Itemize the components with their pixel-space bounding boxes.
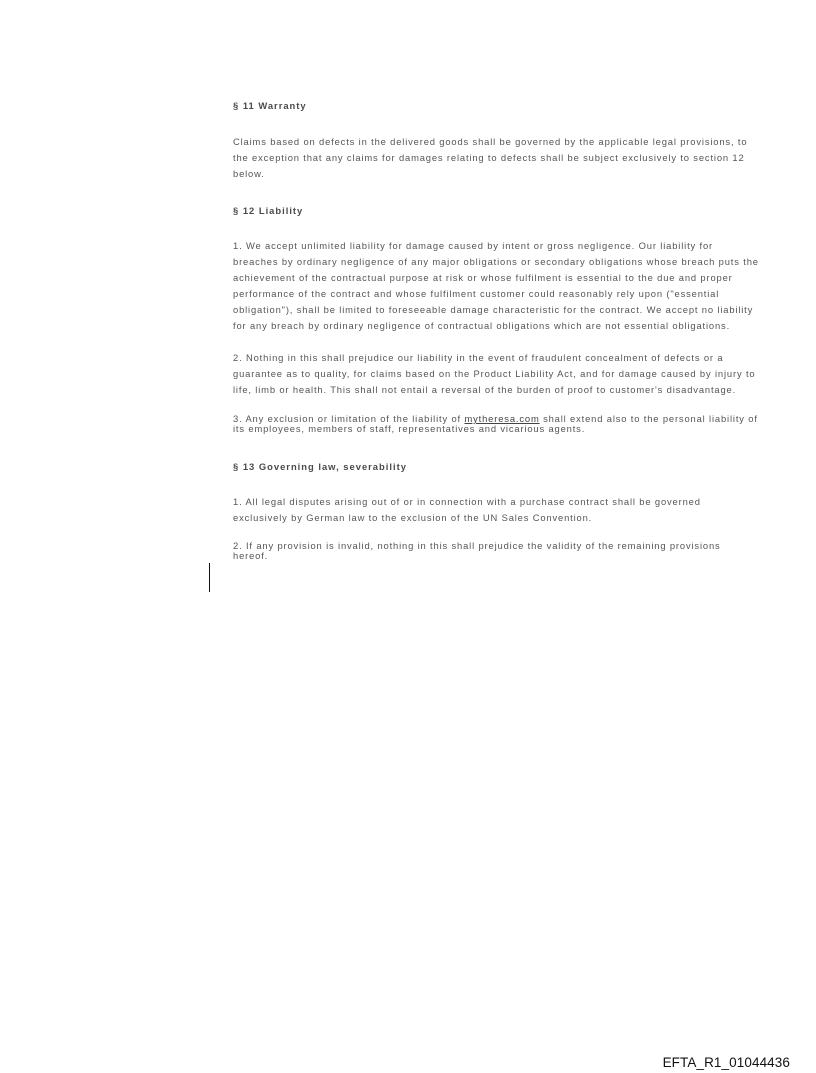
paragraph-line: 2. If any provision is invalid, nothing in this shall prejudice the validity of the remaining provisions <box>233 540 721 551</box>
paragraph-line: life, limb or health. This shall not entail a reversal of the burden of proof to customer's disadvantage. <box>233 384 737 395</box>
paragraph-line: breaches by ordinary negligence of any major obligations or secondary obligations whose breach puts the <box>233 256 759 267</box>
text-cursor <box>209 563 210 592</box>
paragraph-line: achievement of the contractual purpose at risk or whose fulfilment is essential to the due and proper <box>233 272 733 283</box>
paragraph-text: 3. Any exclusion or limitation of the liability of <box>233 413 465 424</box>
section-11-heading: § 11 Warranty <box>233 100 307 111</box>
mytheresa-link[interactable]: mytheresa.com <box>464 413 540 424</box>
paragraph-line: its employees, members of staff, representatives and vicarious agents. <box>233 423 586 434</box>
paragraph-line: 1. We accept unlimited liability for damage caused by intent or gross negligence. Our liability for <box>233 240 714 251</box>
section-11-line: below. <box>233 168 265 179</box>
section-12-paragraph-2 <box>233 350 798 398</box>
paragraph-line: performance of the contract and whose fulfilment customer could reasonably rely upon ("essential <box>233 288 720 299</box>
paragraph-text: shall extend also to the personal liability of <box>539 413 758 424</box>
section-12-paragraph-3 <box>233 414 798 434</box>
section-11-line: the exception that any claims for damages relating to defects shall be subject exclusively to section 12 <box>233 152 745 163</box>
section-12-heading: § 12 Liability <box>233 205 304 216</box>
paragraph-line: for any breach by ordinary negligence of contractual obligations which are not essential obligations. <box>233 320 731 331</box>
section-11-body <box>233 134 798 182</box>
section-12-paragraph-1 <box>233 238 798 334</box>
section-13-paragraph-2 <box>233 541 798 561</box>
document-id: EFTA_R1_01044436 <box>662 1055 790 1070</box>
paragraph-line: obligation"), shall be limited to foreseeable damage characteristic for the contract. We accept no liability <box>233 304 754 315</box>
section-13-heading: § 13 Governing law, severability <box>233 461 407 472</box>
paragraph-line: guarantee as to quality, for claims based on the Product Liability Act, and for damage caused by injury to <box>233 368 756 379</box>
paragraph-line: 1. All legal disputes arising out of or in connection with a purchase contract shall be governed <box>233 496 701 507</box>
section-13-paragraph-1 <box>233 494 798 526</box>
section-11-line: Claims based on defects in the delivered goods shall be governed by the applicable legal provisions, to <box>233 136 748 147</box>
paragraph-line: 2. Nothing in this shall prejudice our liability in the event of fraudulent concealment of defects or a <box>233 352 724 363</box>
paragraph-line: hereof. <box>233 550 269 561</box>
paragraph-line: exclusively by German law to the exclusion of the UN Sales Convention. <box>233 512 593 523</box>
